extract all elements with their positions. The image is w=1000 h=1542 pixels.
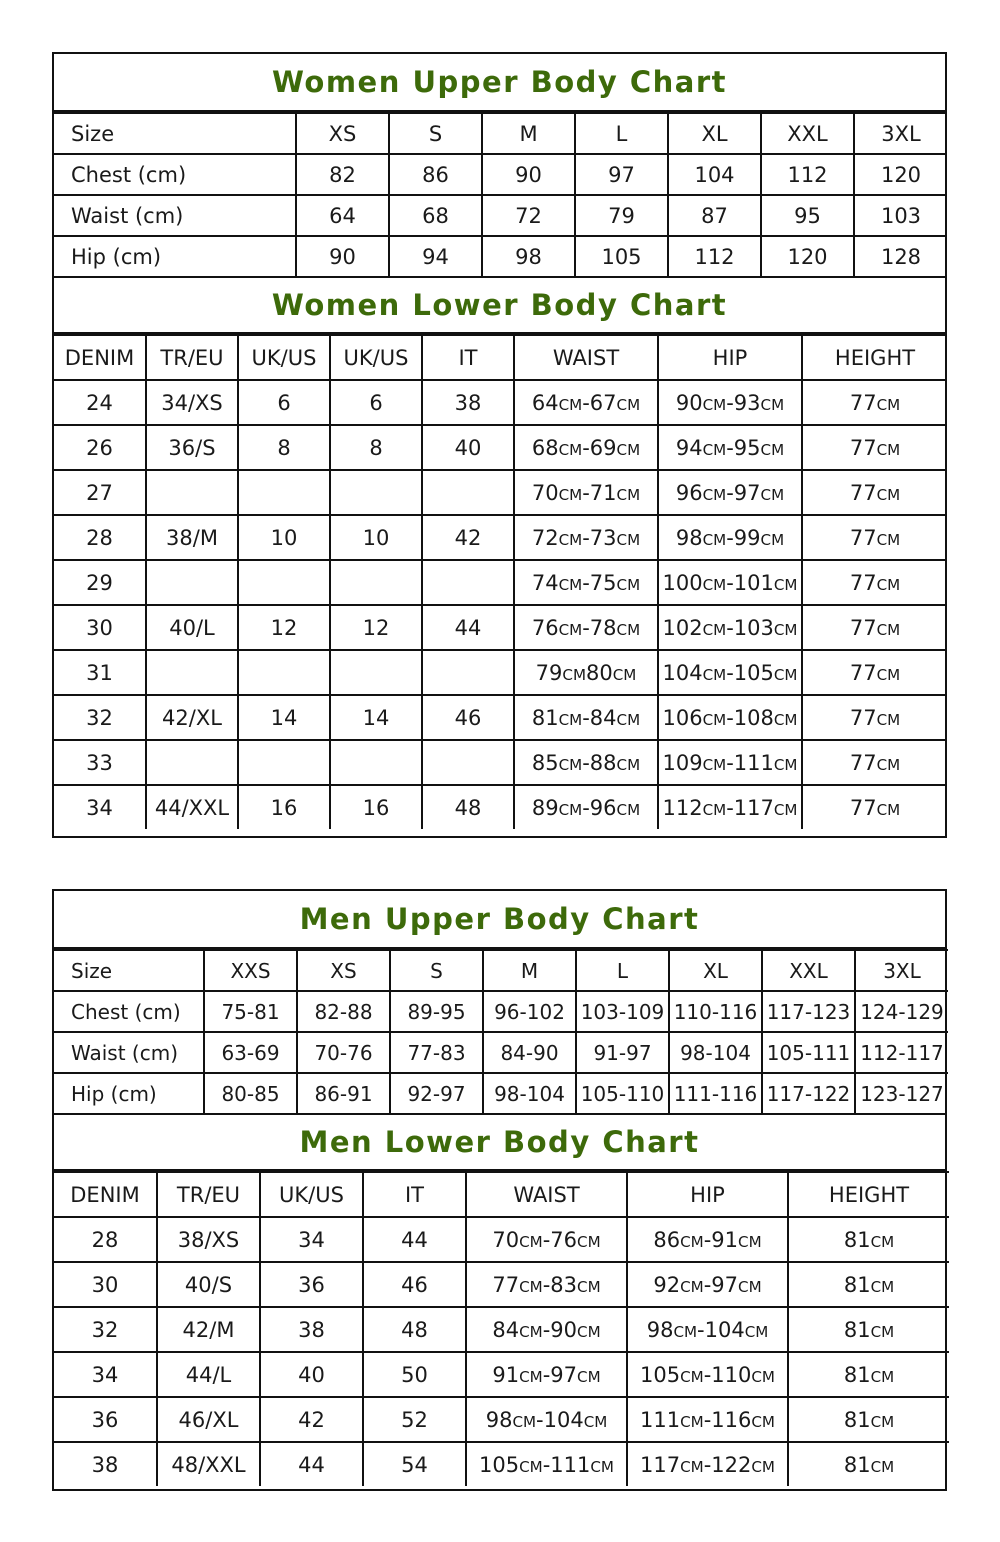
table-cell: 16	[238, 785, 330, 829]
table-cell: 104	[668, 154, 761, 195]
table-row	[54, 1217, 949, 1262]
column-header: UK/US	[238, 335, 330, 380]
table-cell: 77-83	[390, 1032, 483, 1073]
table-cell: 98-104	[483, 1073, 576, 1113]
table-cell: 81CM	[788, 1397, 949, 1442]
table-cell: 33	[54, 740, 146, 785]
table-cell: 128	[854, 236, 947, 276]
women-size-chart	[52, 52, 947, 838]
men-upper-table	[54, 949, 948, 1113]
table-cell: 46/XL	[157, 1397, 260, 1442]
table-row	[54, 950, 948, 991]
table-row	[54, 785, 947, 829]
table-row	[54, 650, 947, 695]
table-cell: 34	[54, 785, 146, 829]
table-cell: XXS	[204, 950, 297, 991]
table-cell: 77CM	[802, 695, 947, 740]
table-cell: 102CM-103CM	[658, 605, 802, 650]
table-cell: 81CM-84CM	[514, 695, 658, 740]
table-cell: 96CM-97CM	[658, 470, 802, 515]
table-cell: 76CM-78CM	[514, 605, 658, 650]
table-cell: 89CM-96CM	[514, 785, 658, 829]
table-cell: 117CM-122CM	[627, 1442, 788, 1486]
table-row	[54, 154, 947, 195]
table-cell: 110-116	[669, 991, 762, 1032]
table-cell: 91CM-97CM	[466, 1352, 627, 1397]
table-cell: 38/M	[146, 515, 238, 560]
table-cell: 48	[363, 1307, 466, 1352]
men-lower-title: Men Lower Body Chart	[54, 1113, 945, 1171]
table-cell: 77CM	[802, 650, 947, 695]
table-cell: 44	[260, 1442, 363, 1486]
table-cell: 92CM-97CM	[627, 1262, 788, 1307]
table-cell: 109CM-111CM	[658, 740, 802, 785]
table-cell: 10	[238, 515, 330, 560]
table-cell: 8	[238, 425, 330, 470]
table-row	[54, 425, 947, 470]
column-header: WAIST	[466, 1172, 627, 1217]
table-cell: XXL	[761, 113, 854, 154]
column-header: TR/EU	[146, 335, 238, 380]
table-row	[54, 991, 948, 1032]
table-cell: XS	[297, 950, 390, 991]
table-cell: 10	[330, 515, 422, 560]
table-cell: 29	[54, 560, 146, 605]
table-row	[54, 515, 947, 560]
table-cell: 77CM	[802, 425, 947, 470]
table-cell: 28	[54, 1217, 157, 1262]
table-cell: 68CM-69CM	[514, 425, 658, 470]
column-header: HIP	[658, 335, 802, 380]
table-row	[54, 236, 947, 276]
table-cell: 75-81	[204, 991, 297, 1032]
table-cell: 105CM-111CM	[466, 1442, 627, 1486]
table-cell: XXL	[762, 950, 855, 991]
table-cell: 42	[260, 1397, 363, 1442]
table-cell: 84-90	[483, 1032, 576, 1073]
row-label: Hip (cm)	[54, 236, 296, 276]
table-cell: 46	[422, 695, 514, 740]
row-label: Chest (cm)	[54, 991, 204, 1032]
table-cell: 95	[761, 195, 854, 236]
table-cell: 30	[54, 605, 146, 650]
column-header: UK/US	[260, 1172, 363, 1217]
table-cell	[238, 560, 330, 605]
column-header: HIP	[627, 1172, 788, 1217]
women-lower-title: Women Lower Body Chart	[54, 276, 945, 334]
table-cell: 86CM-91CM	[627, 1217, 788, 1262]
table-cell	[238, 650, 330, 695]
table-cell: L	[575, 113, 668, 154]
table-cell: 81CM	[788, 1262, 949, 1307]
table-cell: 28	[54, 515, 146, 560]
table-cell: 117-122	[762, 1073, 855, 1113]
table-cell: 54	[363, 1442, 466, 1486]
table-cell: 98CM-104CM	[627, 1307, 788, 1352]
table-cell: 16	[330, 785, 422, 829]
column-header: UK/US	[330, 335, 422, 380]
table-row	[54, 740, 947, 785]
table-row	[54, 1073, 948, 1113]
table-cell: 90CM-93CM	[658, 380, 802, 425]
table-cell: 98-104	[669, 1032, 762, 1073]
table-row	[54, 113, 947, 154]
table-header-row	[54, 1172, 949, 1217]
table-cell: 104CM-105CM	[658, 650, 802, 695]
table-cell: 34	[54, 1352, 157, 1397]
table-cell: 112	[668, 236, 761, 276]
table-cell: 86-91	[297, 1073, 390, 1113]
table-cell	[238, 740, 330, 785]
table-cell: 72CM-73CM	[514, 515, 658, 560]
table-row	[54, 1397, 949, 1442]
table-cell: 72	[482, 195, 575, 236]
table-cell: 77CM	[802, 515, 947, 560]
table-cell: 105CM-110CM	[627, 1352, 788, 1397]
table-cell: 85CM-88CM	[514, 740, 658, 785]
table-cell: 3XL	[854, 113, 947, 154]
table-cell: 86	[389, 154, 482, 195]
table-cell: 34/XS	[146, 380, 238, 425]
table-cell	[238, 470, 330, 515]
table-cell: 42/M	[157, 1307, 260, 1352]
table-cell: L	[576, 950, 669, 991]
table-cell: 98CM-99CM	[658, 515, 802, 560]
table-cell: 36	[54, 1397, 157, 1442]
table-cell: 14	[330, 695, 422, 740]
table-cell: 40/S	[157, 1262, 260, 1307]
table-cell: 44/XXL	[146, 785, 238, 829]
table-cell: 6	[330, 380, 422, 425]
table-cell: 103	[854, 195, 947, 236]
table-cell: 12	[238, 605, 330, 650]
table-row	[54, 560, 947, 605]
table-cell	[146, 740, 238, 785]
table-cell: 105-111	[762, 1032, 855, 1073]
table-cell: 98	[482, 236, 575, 276]
table-cell: 6	[238, 380, 330, 425]
table-row	[54, 1442, 949, 1486]
table-cell: 96-102	[483, 991, 576, 1032]
column-header: TR/EU	[157, 1172, 260, 1217]
table-cell: 38/XS	[157, 1217, 260, 1262]
table-cell: 46	[363, 1262, 466, 1307]
table-cell	[330, 650, 422, 695]
row-label: Hip (cm)	[54, 1073, 204, 1113]
table-cell: 40	[260, 1352, 363, 1397]
table-cell: 80-85	[204, 1073, 297, 1113]
table-cell: 77CM	[802, 605, 947, 650]
table-cell: 70CM-71CM	[514, 470, 658, 515]
table-cell: XL	[669, 950, 762, 991]
table-cell: 94	[389, 236, 482, 276]
table-cell	[422, 470, 514, 515]
table-cell: XS	[296, 113, 389, 154]
table-cell	[330, 560, 422, 605]
table-row	[54, 380, 947, 425]
table-cell: 84CM-90CM	[466, 1307, 627, 1352]
women-upper-title: Women Upper Body Chart	[54, 54, 945, 112]
table-cell: 79	[575, 195, 668, 236]
table-cell: 112-117	[855, 1032, 948, 1073]
table-cell	[146, 650, 238, 695]
table-cell: 63-69	[204, 1032, 297, 1073]
table-cell: 77CM	[802, 470, 947, 515]
men-size-chart	[52, 889, 947, 1491]
table-cell: 38	[54, 1442, 157, 1486]
table-cell: 30	[54, 1262, 157, 1307]
table-cell: 24	[54, 380, 146, 425]
table-cell	[146, 470, 238, 515]
table-cell: 112	[761, 154, 854, 195]
table-cell: 3XL	[855, 950, 948, 991]
table-cell: 48/XXL	[157, 1442, 260, 1486]
table-cell: 82	[296, 154, 389, 195]
table-cell: 111CM-116CM	[627, 1397, 788, 1442]
table-cell: 36	[260, 1262, 363, 1307]
table-row	[54, 470, 947, 515]
table-cell: 44	[422, 605, 514, 650]
table-cell: 81CM	[788, 1217, 949, 1262]
table-row	[54, 1032, 948, 1073]
table-row	[54, 1307, 949, 1352]
table-cell: 52	[363, 1397, 466, 1442]
table-row	[54, 1262, 949, 1307]
table-cell: XL	[668, 113, 761, 154]
column-header: DENIM	[54, 1172, 157, 1217]
table-cell	[146, 560, 238, 605]
row-label: Waist (cm)	[54, 1032, 204, 1073]
table-cell: S	[389, 113, 482, 154]
table-cell: 77CM-83CM	[466, 1262, 627, 1307]
table-cell: 82-88	[297, 991, 390, 1032]
table-cell: 64CM-67CM	[514, 380, 658, 425]
table-cell: 81CM	[788, 1442, 949, 1486]
table-cell: 117-123	[762, 991, 855, 1032]
table-cell: 77CM	[802, 740, 947, 785]
table-cell: 87	[668, 195, 761, 236]
table-cell: 77CM	[802, 785, 947, 829]
table-cell: 90	[482, 154, 575, 195]
table-cell: 12	[330, 605, 422, 650]
table-cell: 26	[54, 425, 146, 470]
table-cell: 44/L	[157, 1352, 260, 1397]
table-row	[54, 605, 947, 650]
row-label: Size	[54, 113, 296, 154]
table-cell	[422, 740, 514, 785]
table-cell: 70CM-76CM	[466, 1217, 627, 1262]
table-cell: 124-129	[855, 991, 948, 1032]
column-header: HEIGHT	[802, 335, 947, 380]
table-cell: 90	[296, 236, 389, 276]
table-cell: 74CM-75CM	[514, 560, 658, 605]
table-header-row	[54, 335, 947, 380]
table-cell: 81CM	[788, 1352, 949, 1397]
table-cell: M	[482, 113, 575, 154]
column-header: WAIST	[514, 335, 658, 380]
women-upper-table	[54, 112, 947, 276]
table-cell: 77CM	[802, 560, 947, 605]
table-cell	[422, 650, 514, 695]
table-cell: 8	[330, 425, 422, 470]
table-cell: 92-97	[390, 1073, 483, 1113]
table-cell: 48	[422, 785, 514, 829]
table-cell: 40	[422, 425, 514, 470]
column-header: HEIGHT	[788, 1172, 949, 1217]
table-cell: 123-127	[855, 1073, 948, 1113]
column-header: IT	[422, 335, 514, 380]
table-cell: 112CM-117CM	[658, 785, 802, 829]
table-cell: 27	[54, 470, 146, 515]
table-cell: 32	[54, 1307, 157, 1352]
table-cell	[422, 560, 514, 605]
men-upper-title: Men Upper Body Chart	[54, 891, 945, 949]
table-cell: 111-116	[669, 1073, 762, 1113]
table-cell: 14	[238, 695, 330, 740]
table-cell: 81CM	[788, 1307, 949, 1352]
women-lower-table	[54, 334, 947, 829]
table-cell: 31	[54, 650, 146, 695]
table-cell: 91-97	[576, 1032, 669, 1073]
column-header: IT	[363, 1172, 466, 1217]
table-cell: 120	[761, 236, 854, 276]
table-cell: 106CM-108CM	[658, 695, 802, 740]
table-cell: 64	[296, 195, 389, 236]
table-cell: 97	[575, 154, 668, 195]
table-cell: 40/L	[146, 605, 238, 650]
table-cell: 36/S	[146, 425, 238, 470]
table-cell: M	[483, 950, 576, 991]
row-label: Size	[54, 950, 204, 991]
table-cell: 70-76	[297, 1032, 390, 1073]
table-cell: 103-109	[576, 991, 669, 1032]
table-cell: 98CM-104CM	[466, 1397, 627, 1442]
row-label: Chest (cm)	[54, 154, 296, 195]
table-cell: 50	[363, 1352, 466, 1397]
table-cell: 42	[422, 515, 514, 560]
table-cell: 120	[854, 154, 947, 195]
table-cell: 42/XL	[146, 695, 238, 740]
table-cell: 44	[363, 1217, 466, 1262]
table-cell: 68	[389, 195, 482, 236]
table-cell: 38	[422, 380, 514, 425]
table-cell: 94CM-95CM	[658, 425, 802, 470]
table-cell	[330, 470, 422, 515]
table-cell	[330, 740, 422, 785]
table-cell: 100CM-101CM	[658, 560, 802, 605]
table-cell: 32	[54, 695, 146, 740]
table-cell: 105	[575, 236, 668, 276]
table-cell: S	[390, 950, 483, 991]
table-row	[54, 695, 947, 740]
row-label: Waist (cm)	[54, 195, 296, 236]
men-lower-table	[54, 1171, 949, 1486]
table-cell: 38	[260, 1307, 363, 1352]
table-row	[54, 195, 947, 236]
table-cell: 77CM	[802, 380, 947, 425]
table-cell: 105-110	[576, 1073, 669, 1113]
table-cell: 89-95	[390, 991, 483, 1032]
table-row	[54, 1352, 949, 1397]
table-cell: 79CM80CM	[514, 650, 658, 695]
table-cell: 34	[260, 1217, 363, 1262]
column-header: DENIM	[54, 335, 146, 380]
